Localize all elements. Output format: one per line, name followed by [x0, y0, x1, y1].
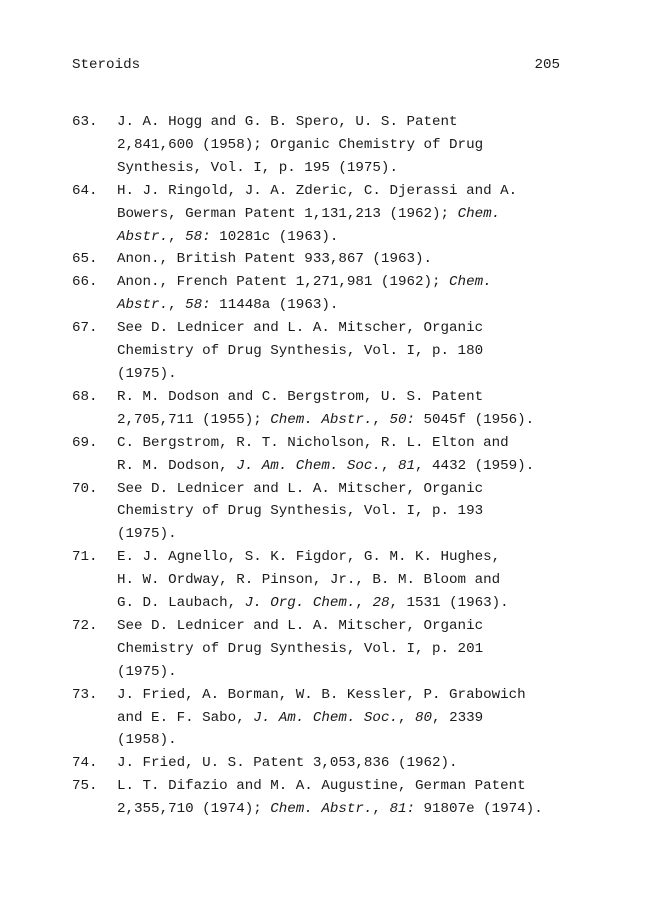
reference-line: [117, 798, 592, 821]
citation-text: and E. F. Sabo,: [117, 709, 254, 726]
citation-text: L. T. Difazio and M. A. Augustine, German Patent: [117, 778, 526, 795]
citation-text: Chemistry of Drug Synthesis, Vol. I, p. 193: [117, 503, 484, 520]
citation-text: 10281c (1963).: [210, 228, 339, 245]
reference-entry: [72, 317, 592, 386]
citation-text: 2,841,600 (1958); Organic Chemistry of Drug: [117, 136, 484, 153]
citation-text: (1975).: [117, 663, 177, 680]
citation-text: ,: [168, 228, 186, 245]
page-number: 205: [534, 57, 560, 73]
citation-text: E. J. Agnello, S. K. Figdor, G. M. K. Hughes,: [117, 549, 501, 566]
citation-italic-text: 81: [397, 457, 416, 474]
reference-line: [117, 134, 592, 157]
reference-number: 72.: [72, 617, 98, 634]
running-title: Steroids: [72, 57, 141, 73]
citation-text: J. Fried, U. S. Patent 3,053,836 (1962).: [117, 755, 458, 772]
reference-line: [117, 363, 592, 386]
reference-entry: [72, 386, 592, 432]
citation-italic-text: J. Am. Chem. Soc.: [253, 709, 398, 726]
reference-entry: [72, 248, 592, 271]
page-header: [72, 57, 560, 77]
citation-italic-text: 81:: [389, 801, 415, 818]
citation-text: 91807e (1974).: [415, 801, 543, 818]
citation-text: 2,355,710 (1974);: [117, 801, 271, 818]
citation-text: Anon., British Patent 933,867 (1963).: [117, 251, 433, 268]
citation-text: ,: [168, 297, 186, 314]
reference-number: 63.: [72, 114, 98, 130]
citation-text: R. M. Dodson,: [117, 457, 237, 474]
reference-line: [117, 500, 592, 523]
citation-text: 11448a (1963).: [210, 297, 339, 314]
citation-italic-text: J. Org. Chem.: [244, 595, 356, 612]
reference-line: [117, 203, 592, 226]
citation-text: ,: [397, 709, 416, 726]
reference-entry: [72, 684, 592, 753]
reference-line: [117, 432, 592, 455]
citation-italic-text: Abstr.: [117, 297, 169, 314]
reference-number: 73.: [72, 686, 98, 703]
citation-text: H. J. Ringold, J. A. Zderic, C. Djerassi and A.: [117, 182, 518, 199]
reference-line: [117, 340, 592, 363]
citation-text: G. D. Laubach,: [117, 595, 245, 612]
citation-text: , 4432 (1959).: [415, 457, 535, 474]
citation-text: R. M. Dodson and C. Bergstrom, U. S. Patent: [117, 388, 484, 405]
citation-text: 2,705,711 (1955);: [117, 411, 271, 428]
reference-entry: [72, 752, 592, 775]
citation-text: ,: [380, 457, 398, 474]
reference-line: [117, 592, 592, 615]
citation-italic-text: Chem. Abstr.: [270, 801, 373, 818]
citation-italic-text: Abstr.: [117, 228, 169, 245]
reference-number: 74.: [72, 755, 98, 772]
reference-line: [117, 317, 592, 340]
reference-line: [117, 546, 592, 569]
reference-line: [117, 684, 592, 707]
citation-text: C. Bergstrom, R. T. Nicholson, R. L. Elton and: [117, 434, 509, 451]
reference-line: [117, 729, 592, 752]
reference-line: [117, 226, 592, 249]
reference-number: 68.: [72, 388, 98, 405]
citation-italic-text: Chem.: [449, 274, 492, 291]
citation-text: ,: [372, 411, 390, 428]
citation-text: Synthesis, Vol. I, p. 195 (1975).: [117, 159, 398, 176]
citation-text: H. W. Ordway, R. Pinson, Jr., B. M. Bloom and: [117, 572, 501, 589]
reference-entry: [72, 546, 592, 615]
citation-text: J. A. Hogg and G. B. Spero, U. S. Patent: [117, 114, 458, 130]
citation-italic-text: Chem. Abstr.: [270, 411, 373, 428]
citation-text: See D. Lednicer and L. A. Mitscher, Organic: [117, 320, 484, 337]
reference-line: [117, 615, 592, 638]
citation-italic-text: Chem.: [457, 205, 501, 222]
reference-line: [117, 180, 592, 203]
reference-line: [117, 409, 592, 432]
reference-entry: [72, 775, 592, 821]
citation-text: J. Fried, A. Borman, W. B. Kessler, P. Grabowich: [117, 686, 526, 703]
reference-entry: [72, 432, 592, 478]
reference-number: 75.: [72, 778, 98, 795]
reference-entry: [72, 111, 592, 180]
citation-text: ,: [355, 595, 373, 612]
reference-entry: [72, 478, 592, 547]
citation-text: See D. Lednicer and L. A. Mitscher, Organic: [117, 480, 484, 497]
citation-text: 5045f (1956).: [415, 411, 535, 428]
citation-italic-text: 80: [415, 709, 433, 726]
reference-entry: [72, 271, 592, 317]
reference-line: [117, 386, 592, 409]
citation-text: Bowers, German Patent 1,131,213 (1962);: [117, 205, 458, 222]
reference-line: [117, 248, 592, 271]
reference-line: [117, 455, 592, 478]
citation-text: Anon., French Patent 1,271,981 (1962);: [117, 274, 450, 291]
reference-line: [117, 157, 592, 180]
citation-italic-text: 50:: [389, 411, 415, 428]
reference-line: [117, 569, 592, 592]
reference-line: [117, 638, 592, 661]
citation-text: , 2339: [432, 709, 484, 726]
reference-line: [117, 661, 592, 684]
reference-number: 71.: [72, 549, 98, 566]
reference-number: 66.: [72, 274, 98, 291]
citation-text: (1975).: [117, 365, 177, 382]
reference-entry: [72, 615, 592, 684]
reference-list: [72, 111, 592, 821]
reference-line: [117, 775, 592, 798]
reference-number: 70.: [72, 480, 98, 497]
citation-text: See D. Lednicer and L. A. Mitscher, Organic: [117, 617, 484, 634]
reference-number: 69.: [72, 434, 98, 451]
reference-line: [117, 271, 592, 294]
reference-line: [117, 523, 592, 546]
citation-text: Chemistry of Drug Synthesis, Vol. I, p. 180: [117, 343, 484, 360]
reference-line: [117, 752, 592, 775]
reference-line: [117, 707, 592, 730]
citation-italic-text: 58:: [185, 297, 211, 314]
citation-text: (1975).: [117, 526, 177, 543]
reference-entry: [72, 180, 592, 249]
reference-number: 67.: [72, 320, 98, 337]
reference-line: [117, 478, 592, 501]
citation-text: ,: [372, 801, 390, 818]
citation-text: , 1531 (1963).: [389, 595, 509, 612]
reference-number: 65.: [72, 251, 98, 268]
reference-number: 64.: [72, 182, 98, 199]
citation-text: (1958).: [117, 732, 177, 749]
citation-italic-text: 28: [372, 595, 390, 612]
citation-text: Chemistry of Drug Synthesis, Vol. I, p. 201: [117, 640, 484, 657]
reference-line: [117, 294, 592, 317]
citation-italic-text: J. Am. Chem. Soc.: [236, 457, 381, 474]
reference-line: [117, 111, 592, 134]
citation-italic-text: 58:: [185, 228, 211, 245]
